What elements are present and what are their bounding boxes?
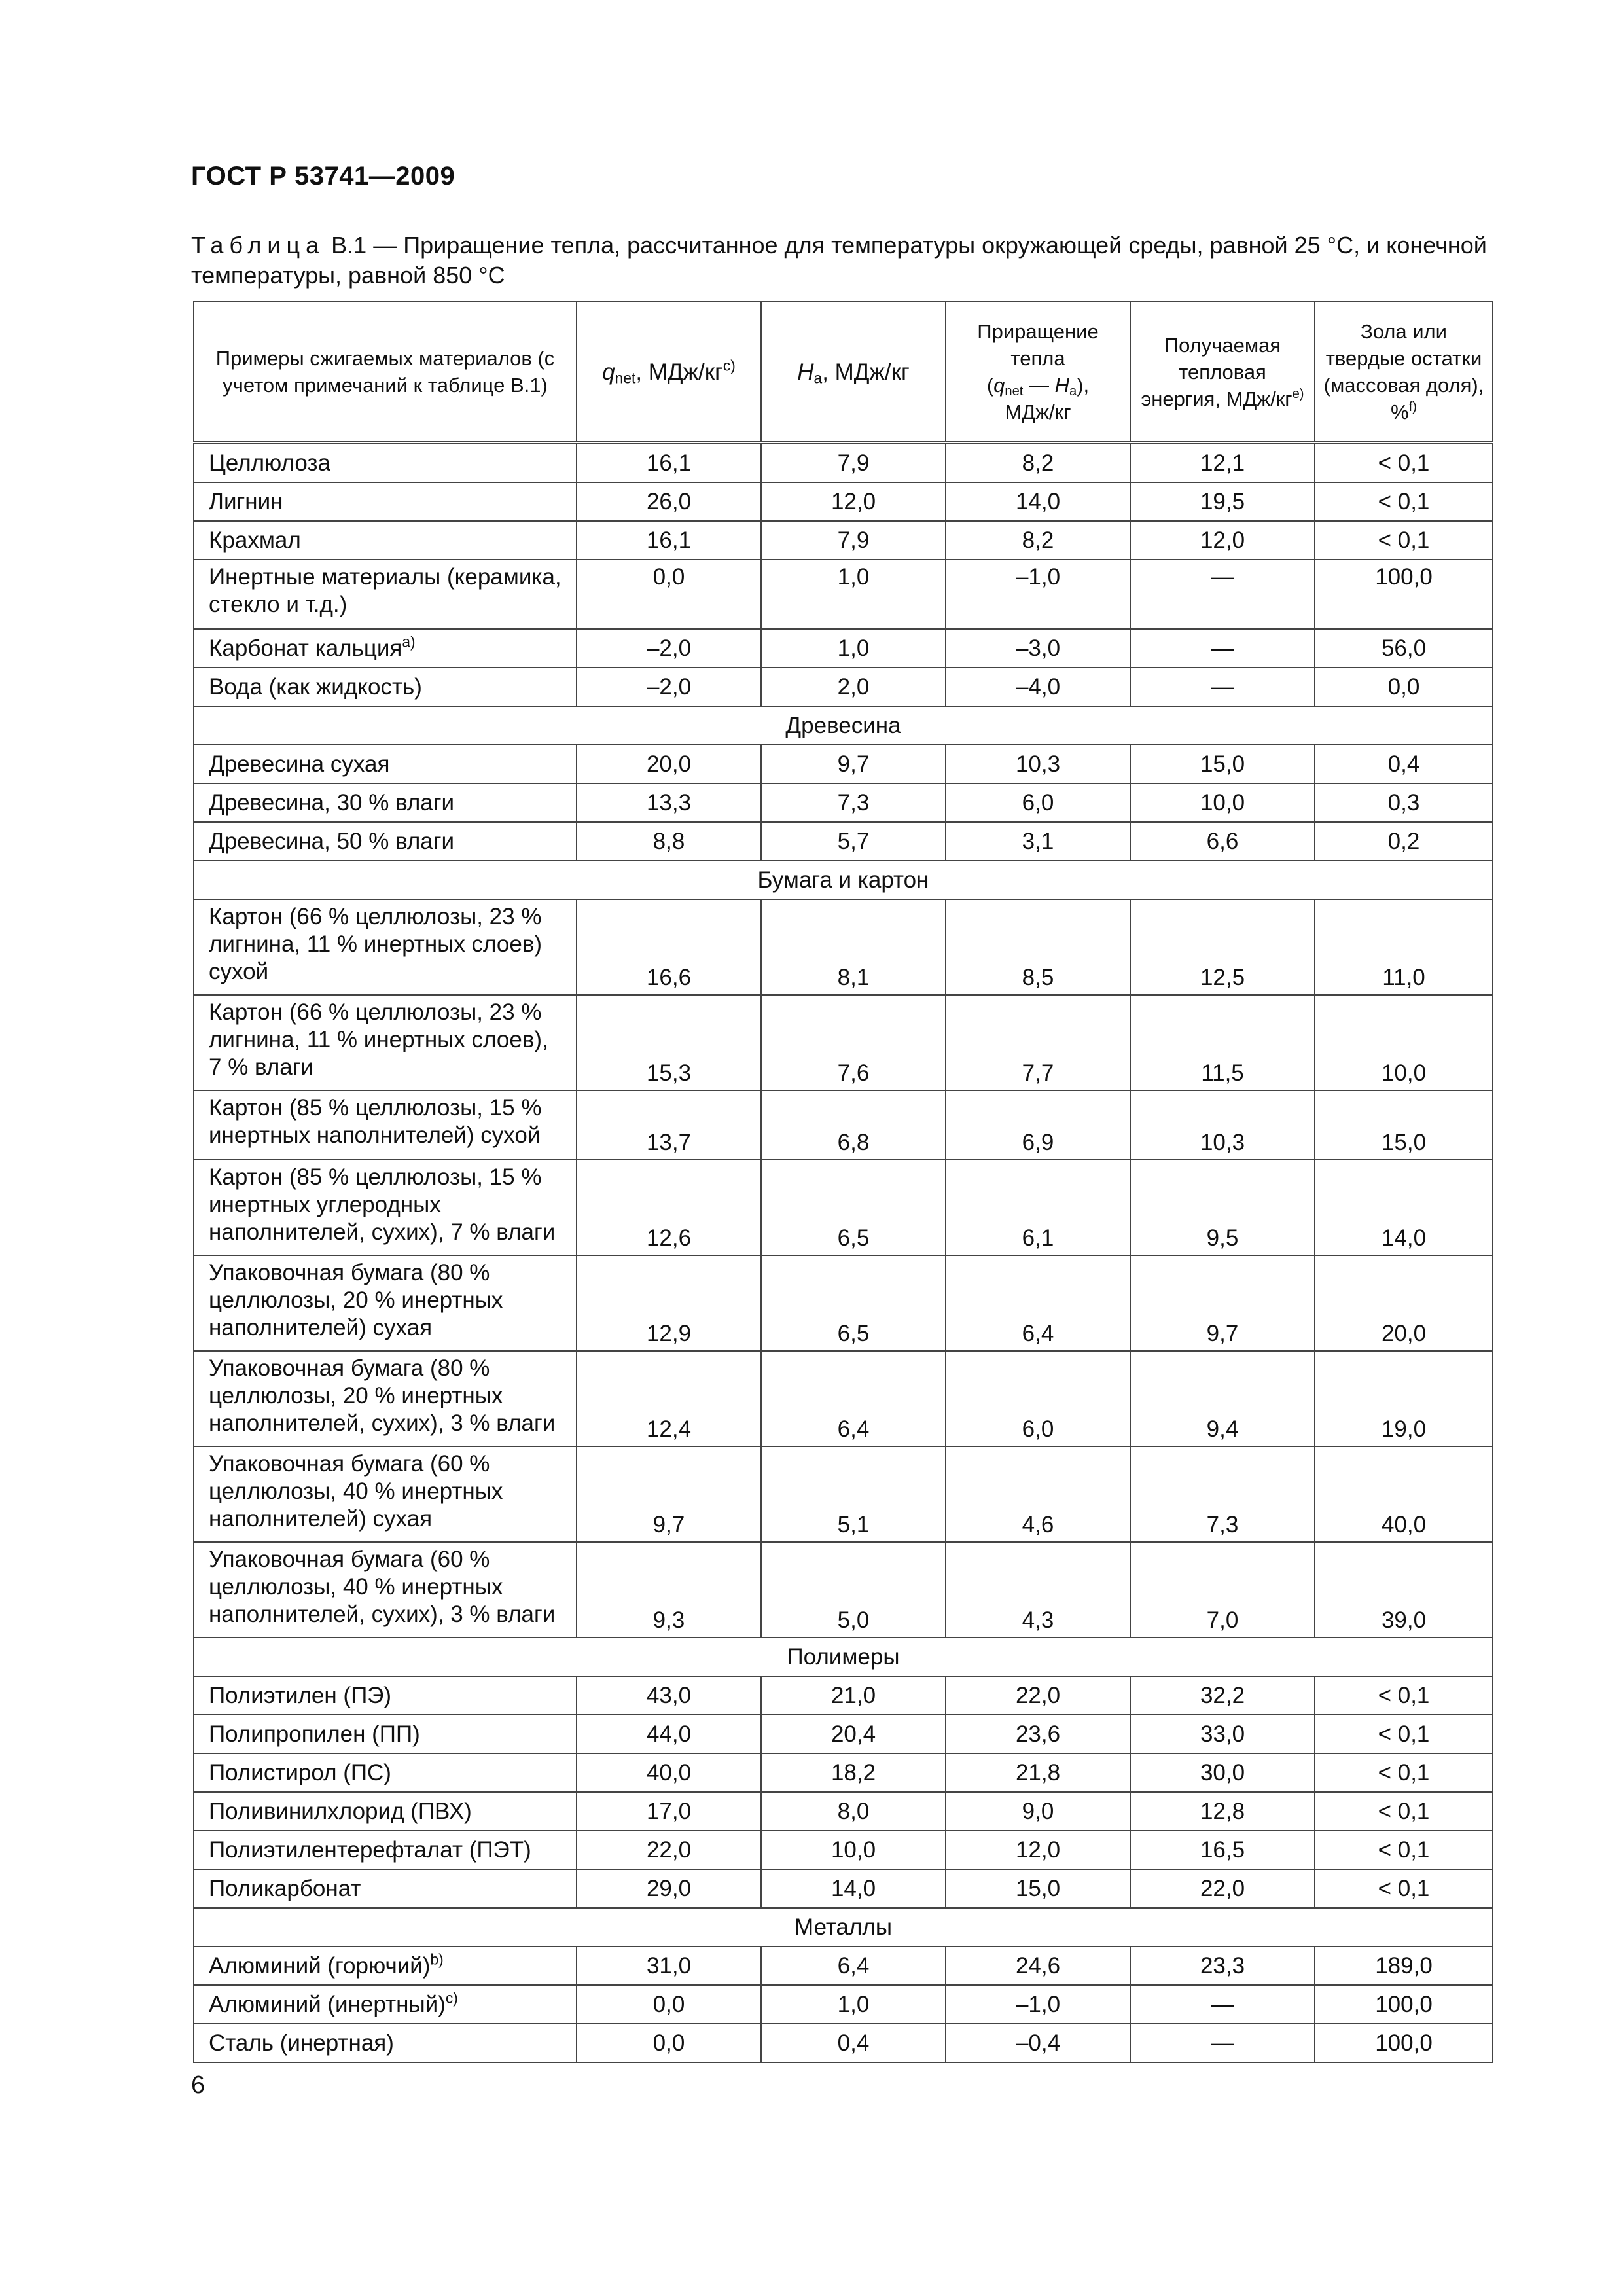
material-name-cell xyxy=(194,1946,577,1985)
material-name-cell xyxy=(194,1446,577,1542)
value-cell-qnet: 43,0 xyxy=(577,1676,761,1715)
qnet-unit: , МДж/кг xyxy=(635,359,723,385)
value-cell-increment: –1,0 xyxy=(946,1985,1130,2024)
table-row xyxy=(194,899,1493,995)
value-cell-ha: 12,0 xyxy=(761,482,946,521)
value-cell-increment: 9,0 xyxy=(946,1792,1130,1831)
section-row xyxy=(194,1908,1493,1946)
material-name: Полиэтилен (ПЭ) xyxy=(209,1682,392,1708)
value-cell-qnet: 12,4 xyxy=(577,1351,761,1446)
value-cell-increment: 6,0 xyxy=(946,783,1130,822)
table-row xyxy=(194,1676,1493,1715)
table-row xyxy=(194,482,1493,521)
value-cell-energy: — xyxy=(1130,668,1315,706)
material-name: Алюминий (горючий) xyxy=(209,1952,431,1979)
material-name-cell xyxy=(194,560,577,629)
material-name: Карбонат кальция xyxy=(209,635,402,661)
header-qnet xyxy=(577,302,761,443)
value-cell-qnet: 0,0 xyxy=(577,2024,761,2062)
value-cell-ha: 5,7 xyxy=(761,822,946,861)
table-body xyxy=(194,443,1493,2063)
value-cell-energy: 12,8 xyxy=(1130,1792,1315,1831)
qnet-note: c) xyxy=(722,356,736,374)
value-cell-qnet: 16,1 xyxy=(577,521,761,560)
value-cell-energy: 12,1 xyxy=(1130,443,1315,483)
increment-unit: МДж/кг xyxy=(1005,401,1071,423)
section-row xyxy=(194,1638,1493,1676)
value-cell-qnet: 12,6 xyxy=(577,1160,761,1255)
value-cell-qnet: 9,3 xyxy=(577,1542,761,1638)
value-cell-increment: 7,7 xyxy=(946,995,1130,1090)
energy-text: Получаемая тепловая энергия, МДж/кг xyxy=(1141,333,1293,410)
value-cell-qnet: 8,8 xyxy=(577,822,761,861)
value-cell-ha: 0,4 xyxy=(761,2024,946,2062)
value-cell-ash: 189,0 xyxy=(1315,1946,1493,1985)
value-cell-ash: 10,0 xyxy=(1315,995,1493,1090)
value-cell-ash: 56,0 xyxy=(1315,629,1493,668)
material-name: Поликарбонат xyxy=(209,1875,361,1901)
value-cell-energy: 23,3 xyxy=(1130,1946,1315,1985)
section-title: Полимеры xyxy=(194,1638,1493,1676)
material-name: Упаковочная бумага (60 % целлюлозы, 40 % инертных наполнителей, сухих), 3 % влаги xyxy=(209,1547,556,1627)
value-cell-ha: 6,5 xyxy=(761,1160,946,1255)
table-row xyxy=(194,1753,1493,1792)
value-cell-ash: 40,0 xyxy=(1315,1446,1493,1542)
value-cell-energy: 33,0 xyxy=(1130,1715,1315,1753)
value-cell-ash: 19,0 xyxy=(1315,1351,1493,1446)
table-row xyxy=(194,1446,1493,1542)
value-cell-ash: < 0,1 xyxy=(1315,1676,1493,1715)
value-cell-ash: 0,3 xyxy=(1315,783,1493,822)
value-cell-increment: 10,3 xyxy=(946,745,1130,783)
footnote-mark: c) xyxy=(445,1988,458,2006)
table-row xyxy=(194,1542,1493,1638)
ha-subscript: a xyxy=(813,369,823,387)
value-cell-qnet: 12,9 xyxy=(577,1255,761,1351)
material-name: Древесина сухая xyxy=(209,751,390,777)
table-row xyxy=(194,560,1493,629)
value-cell-increment: 6,0 xyxy=(946,1351,1130,1446)
material-name: Картон (85 % целлюлозы, 15 % инертных наполнителей) сухой xyxy=(209,1095,542,1148)
material-name: Полиэтилентерефталат (ПЭТ) xyxy=(209,1837,531,1863)
table-row xyxy=(194,1831,1493,1869)
qnet-subscript: net xyxy=(615,369,636,387)
value-cell-ash: < 0,1 xyxy=(1315,1753,1493,1792)
value-cell-increment: 6,4 xyxy=(946,1255,1130,1351)
material-name: Упаковочная бумага (80 % целлюлозы, 20 % инертных наполнителей) сухая xyxy=(209,1260,503,1340)
table-row xyxy=(194,1160,1493,1255)
material-name-cell xyxy=(194,899,577,995)
value-cell-energy: — xyxy=(1130,560,1315,629)
table-row xyxy=(194,1351,1493,1446)
table-row xyxy=(194,2024,1493,2062)
value-cell-ash: 14,0 xyxy=(1315,1160,1493,1255)
value-cell-energy: 9,7 xyxy=(1130,1255,1315,1351)
table-row xyxy=(194,1985,1493,2024)
value-cell-ash: < 0,1 xyxy=(1315,443,1493,483)
table-row xyxy=(194,1255,1493,1351)
value-cell-ha: 10,0 xyxy=(761,1831,946,1869)
value-cell-ha: 6,4 xyxy=(761,1351,946,1446)
material-name: Крахмал xyxy=(209,527,301,553)
value-cell-energy: 12,5 xyxy=(1130,899,1315,995)
value-cell-ha: 1,0 xyxy=(761,560,946,629)
value-cell-ha: 1,0 xyxy=(761,1985,946,2024)
material-name: Упаковочная бумага (80 % целлюлозы, 20 % инертных наполнителей, сухих), 3 % влаги xyxy=(209,1355,556,1436)
value-cell-energy: 22,0 xyxy=(1130,1869,1315,1908)
value-cell-ash: 20,0 xyxy=(1315,1255,1493,1351)
value-cell-ha: 6,5 xyxy=(761,1255,946,1351)
value-cell-energy: 11,5 xyxy=(1130,995,1315,1090)
value-cell-qnet: 0,0 xyxy=(577,1985,761,2024)
value-cell-increment: 8,2 xyxy=(946,521,1130,560)
material-name-cell xyxy=(194,668,577,706)
table-row xyxy=(194,668,1493,706)
material-name-cell xyxy=(194,745,577,783)
value-cell-energy: 6,6 xyxy=(1130,822,1315,861)
ash-note: f) xyxy=(1408,399,1417,414)
ha-symbol: H xyxy=(797,359,814,385)
section-title: Бумага и картон xyxy=(194,861,1493,899)
material-name-cell xyxy=(194,1255,577,1351)
value-cell-energy: — xyxy=(1130,1985,1315,2024)
value-cell-increment: 24,6 xyxy=(946,1946,1130,1985)
material-name-cell xyxy=(194,783,577,822)
value-cell-ha: 18,2 xyxy=(761,1753,946,1792)
material-name-cell xyxy=(194,822,577,861)
value-cell-ash: 0,4 xyxy=(1315,745,1493,783)
value-cell-ash: < 0,1 xyxy=(1315,1792,1493,1831)
increment-close: ), xyxy=(1077,374,1090,397)
value-cell-increment: 3,1 xyxy=(946,822,1130,861)
table-row xyxy=(194,629,1493,668)
value-cell-ha: 20,4 xyxy=(761,1715,946,1753)
material-name-cell xyxy=(194,1715,577,1753)
value-cell-ha: 8,0 xyxy=(761,1792,946,1831)
value-cell-increment: 15,0 xyxy=(946,1869,1130,1908)
material-name: Картон (85 % целлюлозы, 15 % инертных углеродных наполнителей, сухих), 7 % влаги xyxy=(209,1164,556,1245)
value-cell-ash: < 0,1 xyxy=(1315,1831,1493,1869)
value-cell-energy: — xyxy=(1130,2024,1315,2062)
value-cell-energy: 9,4 xyxy=(1130,1351,1315,1446)
material-name-cell xyxy=(194,1676,577,1715)
table-caption xyxy=(191,230,1493,291)
footnote-mark: b) xyxy=(430,1950,444,1967)
value-cell-ha: 5,1 xyxy=(761,1446,946,1542)
material-name-cell xyxy=(194,1831,577,1869)
material-name: Древесина, 50 % влаги xyxy=(209,828,455,854)
value-cell-qnet: 0,0 xyxy=(577,560,761,629)
value-cell-energy: 15,0 xyxy=(1130,745,1315,783)
material-name-cell xyxy=(194,521,577,560)
value-cell-energy: — xyxy=(1130,629,1315,668)
value-cell-qnet: 40,0 xyxy=(577,1753,761,1792)
material-name-cell xyxy=(194,1542,577,1638)
table-row xyxy=(194,1715,1493,1753)
page-number: 6 xyxy=(191,2072,205,2099)
value-cell-ash: 0,0 xyxy=(1315,668,1493,706)
material-name: Упаковочная бумага (60 % целлюлозы, 40 % инертных наполнителей) сухая xyxy=(209,1451,503,1532)
value-cell-qnet: 16,1 xyxy=(577,443,761,483)
document-code: ГОСТ Р 53741—2009 xyxy=(191,162,455,190)
value-cell-ash: < 0,1 xyxy=(1315,1869,1493,1908)
increment-q: q xyxy=(993,374,1005,397)
table-header-row xyxy=(194,302,1493,443)
table-row xyxy=(194,1792,1493,1831)
material-name: Картон (66 % целлюлозы, 23 % лигнина, 11 % инертных слоев), 7 % влаги xyxy=(209,999,548,1080)
value-cell-ha: 1,0 xyxy=(761,629,946,668)
material-name-cell xyxy=(194,2024,577,2062)
material-name-cell xyxy=(194,1869,577,1908)
value-cell-energy: 10,0 xyxy=(1130,783,1315,822)
table-row xyxy=(194,443,1493,483)
value-cell-increment: 22,0 xyxy=(946,1676,1130,1715)
value-cell-ha: 2,0 xyxy=(761,668,946,706)
value-cell-qnet: 44,0 xyxy=(577,1715,761,1753)
value-cell-qnet: –2,0 xyxy=(577,668,761,706)
material-name: Сталь (инертная) xyxy=(209,2030,394,2056)
value-cell-ha: 7,9 xyxy=(761,521,946,560)
value-cell-ash: 100,0 xyxy=(1315,1985,1493,2024)
table-row xyxy=(194,783,1493,822)
value-cell-increment: 23,6 xyxy=(946,1715,1130,1753)
material-name-cell xyxy=(194,995,577,1090)
header-ha xyxy=(761,302,946,443)
value-cell-qnet: 15,3 xyxy=(577,995,761,1090)
value-cell-ha: 7,3 xyxy=(761,783,946,822)
material-name: Инертные материалы (керамика, стекло и т.д.) xyxy=(209,564,562,617)
increment-h: H xyxy=(1054,374,1070,397)
increment-hsub: a xyxy=(1069,384,1077,399)
ha-unit: , МДж/кг xyxy=(822,359,910,385)
value-cell-ash: < 0,1 xyxy=(1315,482,1493,521)
value-cell-ha: 5,0 xyxy=(761,1542,946,1638)
value-cell-increment: 8,2 xyxy=(946,443,1130,483)
increment-qsub: net xyxy=(1005,384,1024,399)
header-materials: Примеры сжигаемых материалов (с учетом примечаний к таблице В.1) xyxy=(194,302,577,443)
material-name: Древесина, 30 % влаги xyxy=(209,789,455,816)
value-cell-qnet: 22,0 xyxy=(577,1831,761,1869)
table-row xyxy=(194,995,1493,1090)
value-cell-qnet: 20,0 xyxy=(577,745,761,783)
section-title: Древесина xyxy=(194,706,1493,745)
value-cell-increment: 6,9 xyxy=(946,1090,1130,1160)
value-cell-qnet: 13,3 xyxy=(577,783,761,822)
table-row xyxy=(194,1869,1493,1908)
material-name-cell xyxy=(194,482,577,521)
qnet-symbol: q xyxy=(602,359,615,385)
increment-open: ( xyxy=(986,374,994,397)
material-name: Картон (66 % целлюлозы, 23 % лигнина, 11 % инертных слоев) сухой xyxy=(209,904,543,984)
material-name: Полистирол (ПС) xyxy=(209,1759,391,1785)
value-cell-ha: 6,4 xyxy=(761,1946,946,1985)
value-cell-energy: 7,0 xyxy=(1130,1542,1315,1638)
value-cell-ha: 21,0 xyxy=(761,1676,946,1715)
value-cell-ash: 39,0 xyxy=(1315,1542,1493,1638)
value-cell-qnet: 13,7 xyxy=(577,1090,761,1160)
value-cell-ha: 7,9 xyxy=(761,443,946,483)
increment-dash: — xyxy=(1023,374,1055,397)
material-name-cell xyxy=(194,629,577,668)
header-increment xyxy=(946,302,1130,443)
material-name-cell xyxy=(194,1090,577,1160)
table-row xyxy=(194,822,1493,861)
increment-title: Приращение тепла xyxy=(977,320,1099,370)
value-cell-energy: 16,5 xyxy=(1130,1831,1315,1869)
section-row xyxy=(194,706,1493,745)
footnote-mark: а) xyxy=(402,632,416,650)
material-name-cell xyxy=(194,1351,577,1446)
value-cell-energy: 10,3 xyxy=(1130,1090,1315,1160)
value-cell-energy: 19,5 xyxy=(1130,482,1315,521)
material-name: Алюминий (инертный) xyxy=(209,1991,446,2017)
material-name: Вода (как жидкость) xyxy=(209,673,422,700)
value-cell-ha: 8,1 xyxy=(761,899,946,995)
value-cell-ash: < 0,1 xyxy=(1315,1715,1493,1753)
value-cell-energy: 30,0 xyxy=(1130,1753,1315,1792)
value-cell-increment: –1,0 xyxy=(946,560,1130,629)
value-cell-ash: < 0,1 xyxy=(1315,521,1493,560)
value-cell-increment: 6,1 xyxy=(946,1160,1130,1255)
value-cell-energy: 12,0 xyxy=(1130,521,1315,560)
material-name-cell xyxy=(194,1792,577,1831)
value-cell-energy: 9,5 xyxy=(1130,1160,1315,1255)
header-ash xyxy=(1315,302,1493,443)
material-name: Поливинилхлорид (ПВХ) xyxy=(209,1798,472,1824)
material-name-cell xyxy=(194,1160,577,1255)
value-cell-increment: –4,0 xyxy=(946,668,1130,706)
table-row xyxy=(194,745,1493,783)
ash-text: Зола или твердые остатки (массовая доля), % xyxy=(1323,320,1484,423)
value-cell-ash: 15,0 xyxy=(1315,1090,1493,1160)
value-cell-increment: –3,0 xyxy=(946,629,1130,668)
value-cell-ash: 0,2 xyxy=(1315,822,1493,861)
value-cell-qnet: –2,0 xyxy=(577,629,761,668)
value-cell-increment: 14,0 xyxy=(946,482,1130,521)
table-row xyxy=(194,1946,1493,1985)
value-cell-ha: 7,6 xyxy=(761,995,946,1090)
value-cell-energy: 7,3 xyxy=(1130,1446,1315,1542)
material-name: Целлюлоза xyxy=(209,450,330,476)
value-cell-increment: 4,6 xyxy=(946,1446,1130,1542)
value-cell-increment: 8,5 xyxy=(946,899,1130,995)
value-cell-increment: 4,3 xyxy=(946,1542,1130,1638)
value-cell-ha: 14,0 xyxy=(761,1869,946,1908)
caption-text: В.1 — Приращение тепла, рассчитанное для температуры окружающей среды, равной 25 °С, и конечной температуры, равной 850 °С xyxy=(191,232,1487,289)
value-cell-qnet: 31,0 xyxy=(577,1946,761,1985)
value-cell-qnet: 26,0 xyxy=(577,482,761,521)
value-cell-ha: 9,7 xyxy=(761,745,946,783)
section-title: Металлы xyxy=(194,1908,1493,1946)
heat-increment-table xyxy=(193,301,1493,2063)
value-cell-increment: 21,8 xyxy=(946,1753,1130,1792)
material-name: Лигнин xyxy=(209,488,283,514)
material-name-cell xyxy=(194,1753,577,1792)
value-cell-qnet: 29,0 xyxy=(577,1869,761,1908)
value-cell-qnet: 9,7 xyxy=(577,1446,761,1542)
value-cell-qnet: 16,6 xyxy=(577,899,761,995)
caption-label: Таблица xyxy=(191,232,325,259)
table-row xyxy=(194,521,1493,560)
value-cell-qnet: 17,0 xyxy=(577,1792,761,1831)
material-name-cell xyxy=(194,443,577,483)
value-cell-ha: 6,8 xyxy=(761,1090,946,1160)
material-name: Полипропилен (ПП) xyxy=(209,1721,420,1747)
value-cell-ash: 100,0 xyxy=(1315,2024,1493,2062)
table-row xyxy=(194,1090,1493,1160)
header-energy xyxy=(1130,302,1315,443)
value-cell-increment: –0,4 xyxy=(946,2024,1130,2062)
section-row xyxy=(194,861,1493,899)
value-cell-ash: 11,0 xyxy=(1315,899,1493,995)
value-cell-energy: 32,2 xyxy=(1130,1676,1315,1715)
energy-note: е) xyxy=(1292,386,1304,401)
value-cell-ash: 100,0 xyxy=(1315,560,1493,629)
value-cell-increment: 12,0 xyxy=(946,1831,1130,1869)
material-name-cell xyxy=(194,1985,577,2024)
